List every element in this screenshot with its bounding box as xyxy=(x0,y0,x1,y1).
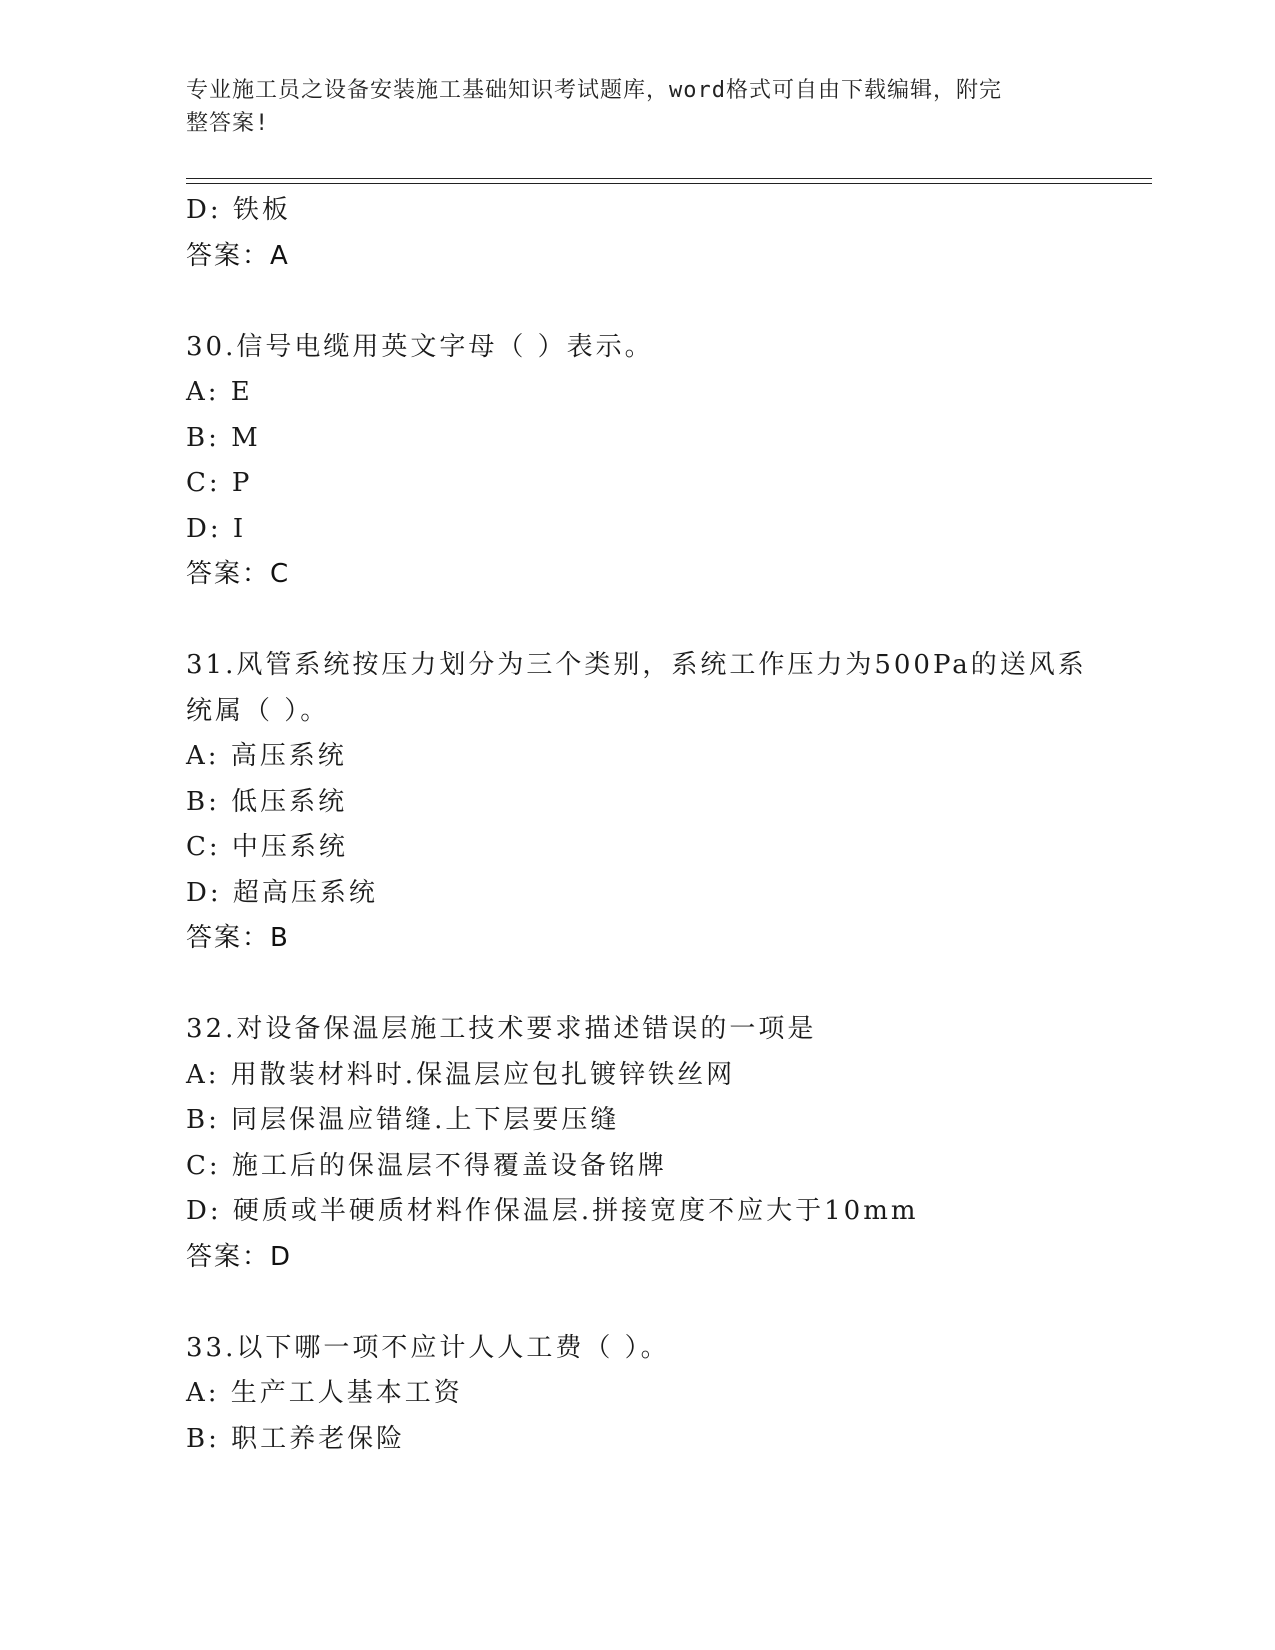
answer-label: 答案：C xyxy=(186,559,291,589)
document-header xyxy=(186,74,1066,140)
answer-label: 答案：A xyxy=(186,240,290,271)
header-line-1: 专业施工员之设备安装施工基础知识考试题库，word格式可自由下载编辑，附完 xyxy=(186,78,1002,103)
option-d: D: I xyxy=(186,513,247,544)
spacer xyxy=(186,962,1126,1008)
option-b: B: M xyxy=(186,422,261,453)
answer-label: 答案：D xyxy=(186,1241,293,1272)
question-stem-line-2: 统属（ ）。 xyxy=(186,695,330,726)
question-stem: 33.以下哪一项不应计人人工费（ ）。 xyxy=(186,1332,670,1363)
option-c: C: 中压系统 xyxy=(186,832,348,862)
question-30 xyxy=(186,325,1126,598)
option-c: C: 施工后的保温层不得覆盖设备铭牌 xyxy=(186,1150,667,1181)
spacer xyxy=(186,279,1126,325)
option-d: D: 铁板 xyxy=(186,195,291,225)
header-line-2: 整答案! xyxy=(186,111,270,136)
option-a: A: 用散装材料时.保温层应包扎镀锌铁丝网 xyxy=(186,1059,736,1090)
header-divider-bottom xyxy=(186,183,1152,184)
option-d: D: 硬质或半硬质材料作保温层.拼接宽度不应大于10mm xyxy=(186,1196,919,1226)
question-stem-line-1: 31.风管系统按压力划分为三个类别，系统工作压力为500Pa的送风系 xyxy=(186,650,1087,680)
option-b: B: 同层保温应错缝.上下层要压缝 xyxy=(186,1105,620,1135)
question-list xyxy=(186,188,1126,1462)
question-29-tail xyxy=(186,188,1126,279)
question-31 xyxy=(186,643,1126,962)
option-b: B: 低压系统 xyxy=(186,786,348,817)
answer-label: 答案：B xyxy=(186,923,290,953)
header-divider-top xyxy=(186,178,1152,179)
option-b: B: 职工养老保险 xyxy=(186,1423,406,1454)
option-a: A: 生产工人基本工资 xyxy=(186,1378,463,1408)
option-a: A: E xyxy=(186,377,253,407)
spacer xyxy=(186,1280,1126,1326)
question-32 xyxy=(186,1007,1126,1280)
question-stem: 32.对设备保温层施工技术要求描述错误的一项是 xyxy=(186,1014,817,1044)
option-a: A: 高压系统 xyxy=(186,741,347,771)
question-33 xyxy=(186,1326,1126,1463)
option-c: C: P xyxy=(186,468,253,498)
question-stem: 30.信号电缆用英文字母（ ）表示。 xyxy=(186,331,654,362)
option-d: D: 超高压系统 xyxy=(186,877,378,908)
spacer xyxy=(186,598,1126,644)
